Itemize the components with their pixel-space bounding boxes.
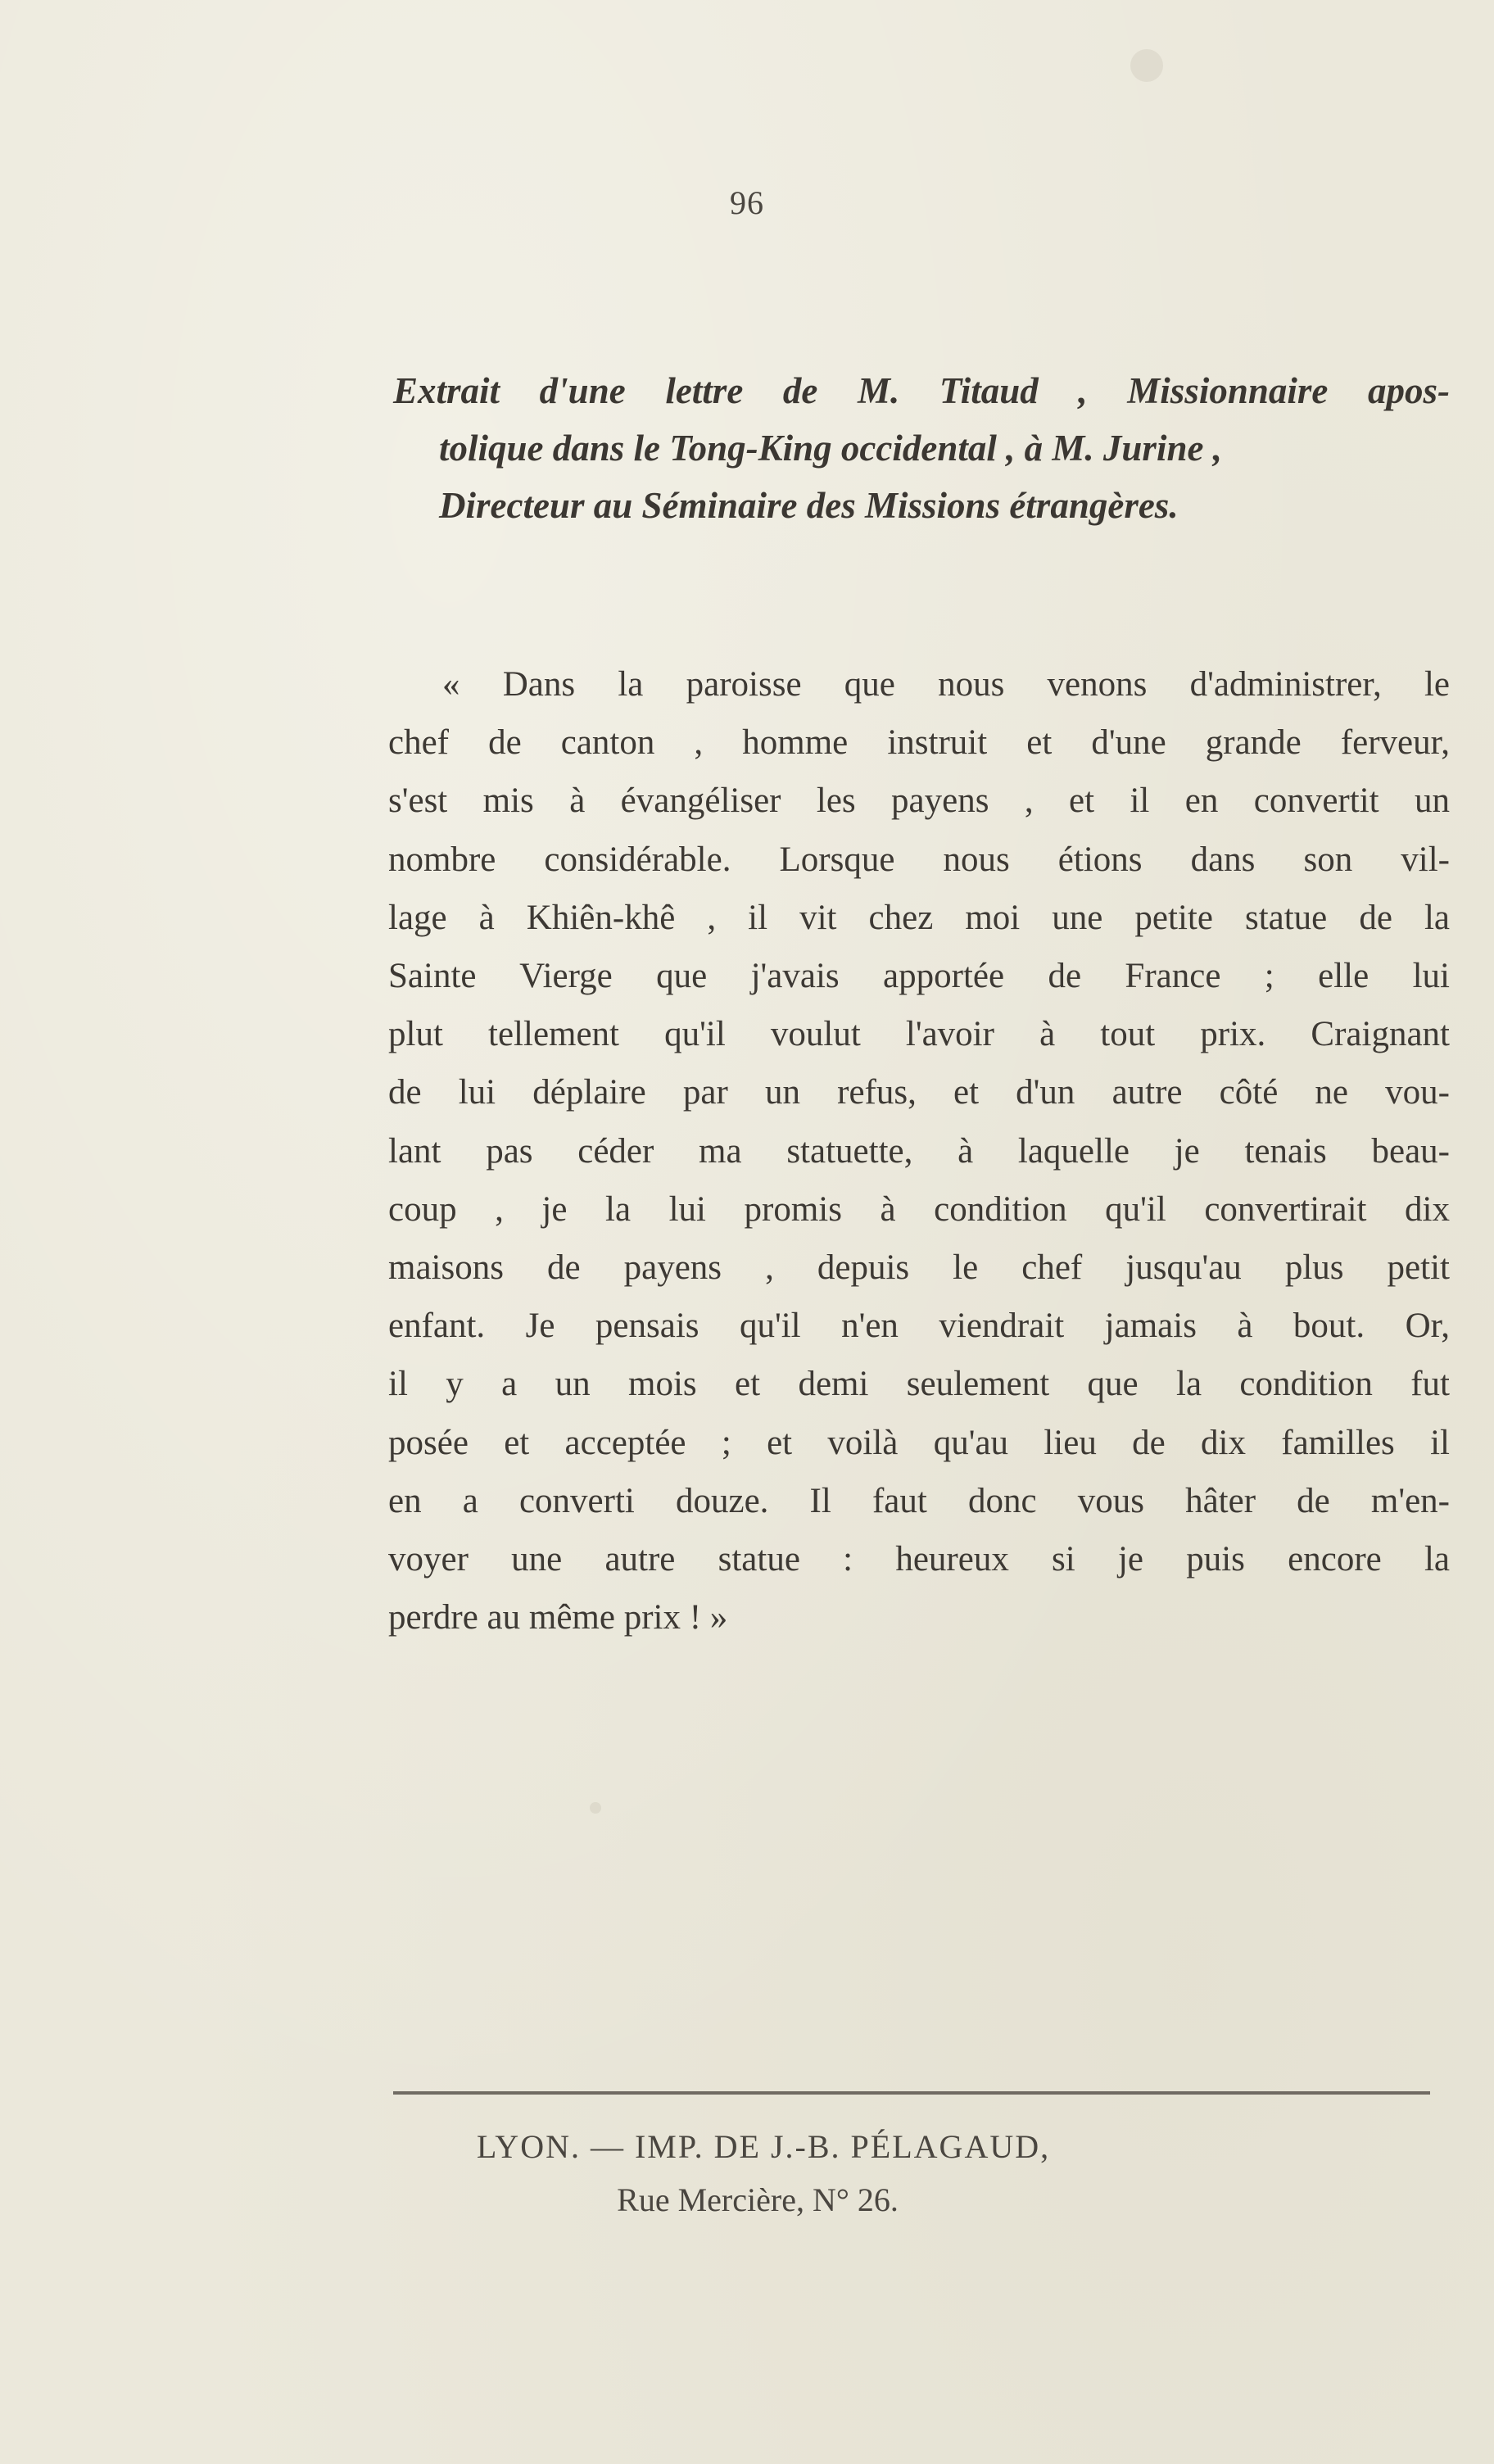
body-line: Sainte Vierge que j'avais apportée de France ; elle lui: [388, 957, 1450, 996]
body-line: il y a un mois et demi seulement que la condition fut: [388, 1365, 1450, 1404]
body-line: lant pas céder ma statuette, à laquelle je tenais beau-: [388, 1131, 1450, 1171]
body-line: lage à Khiên-khê , il vit chez moi une petite statue de la: [388, 898, 1450, 937]
body-line: posée et acceptée ; et voilà qu'au lieu de dix familles il: [388, 1423, 1450, 1462]
page-number: 96: [730, 184, 764, 221]
printer-imprint: [0, 2120, 1494, 2226]
body-line: enfant. Je pensais qu'il n'en viendrait jamais à bout. Or,: [388, 1307, 1450, 1346]
body-line: s'est mis à évangéliser les payens , et il en convertit un: [388, 781, 1450, 821]
horizontal-rule: [393, 2091, 1430, 2095]
body-line: de lui déplaire par un refus, et d'un autre côté ne vou-: [388, 1073, 1450, 1112]
paper-stain: [590, 1802, 601, 1814]
body-line: nombre considérable. Lorsque nous étions dans son vil-: [388, 840, 1450, 879]
imprint-line: LYON. — IMP. DE J.-B. PÉLAGAUD,: [476, 2128, 1051, 2165]
body-line: perdre au même prix ! »: [388, 1598, 728, 1637]
paper-stain: [1130, 49, 1163, 82]
body-line: plut tellement qu'il voulut l'avoir à tout prix. Craignant: [388, 1015, 1450, 1054]
body-line: coup , je la lui promis à condition qu'il convertirait dix: [388, 1189, 1450, 1229]
body-line: « Dans la paroisse que nous venons d'administrer, le: [442, 665, 1450, 704]
heading-line: tolique dans le Tong-King occidental , à M. Jurine ,: [439, 428, 1222, 469]
body-line: maisons de payens , depuis le chef jusqu'au plus petit: [388, 1248, 1450, 1288]
body-line: chef de canton , homme instruit et d'une grande ferveur,: [388, 723, 1450, 763]
body-line: voyer une autre statue : heureux si je puis encore la: [388, 1540, 1450, 1579]
imprint-line: Rue Mercière, N° 26.: [617, 2181, 899, 2218]
body-line: en a converti douze. Il faut donc vous hâter de m'en-: [388, 1481, 1450, 1520]
heading-line: Directeur au Séminaire des Missions étrangères.: [439, 485, 1179, 526]
heading-line: Extrait d'une lettre de M. Titaud , Missionnaire apos-: [393, 370, 1450, 411]
letter-body: [388, 655, 1450, 1646]
letter-heading: [393, 362, 1450, 534]
